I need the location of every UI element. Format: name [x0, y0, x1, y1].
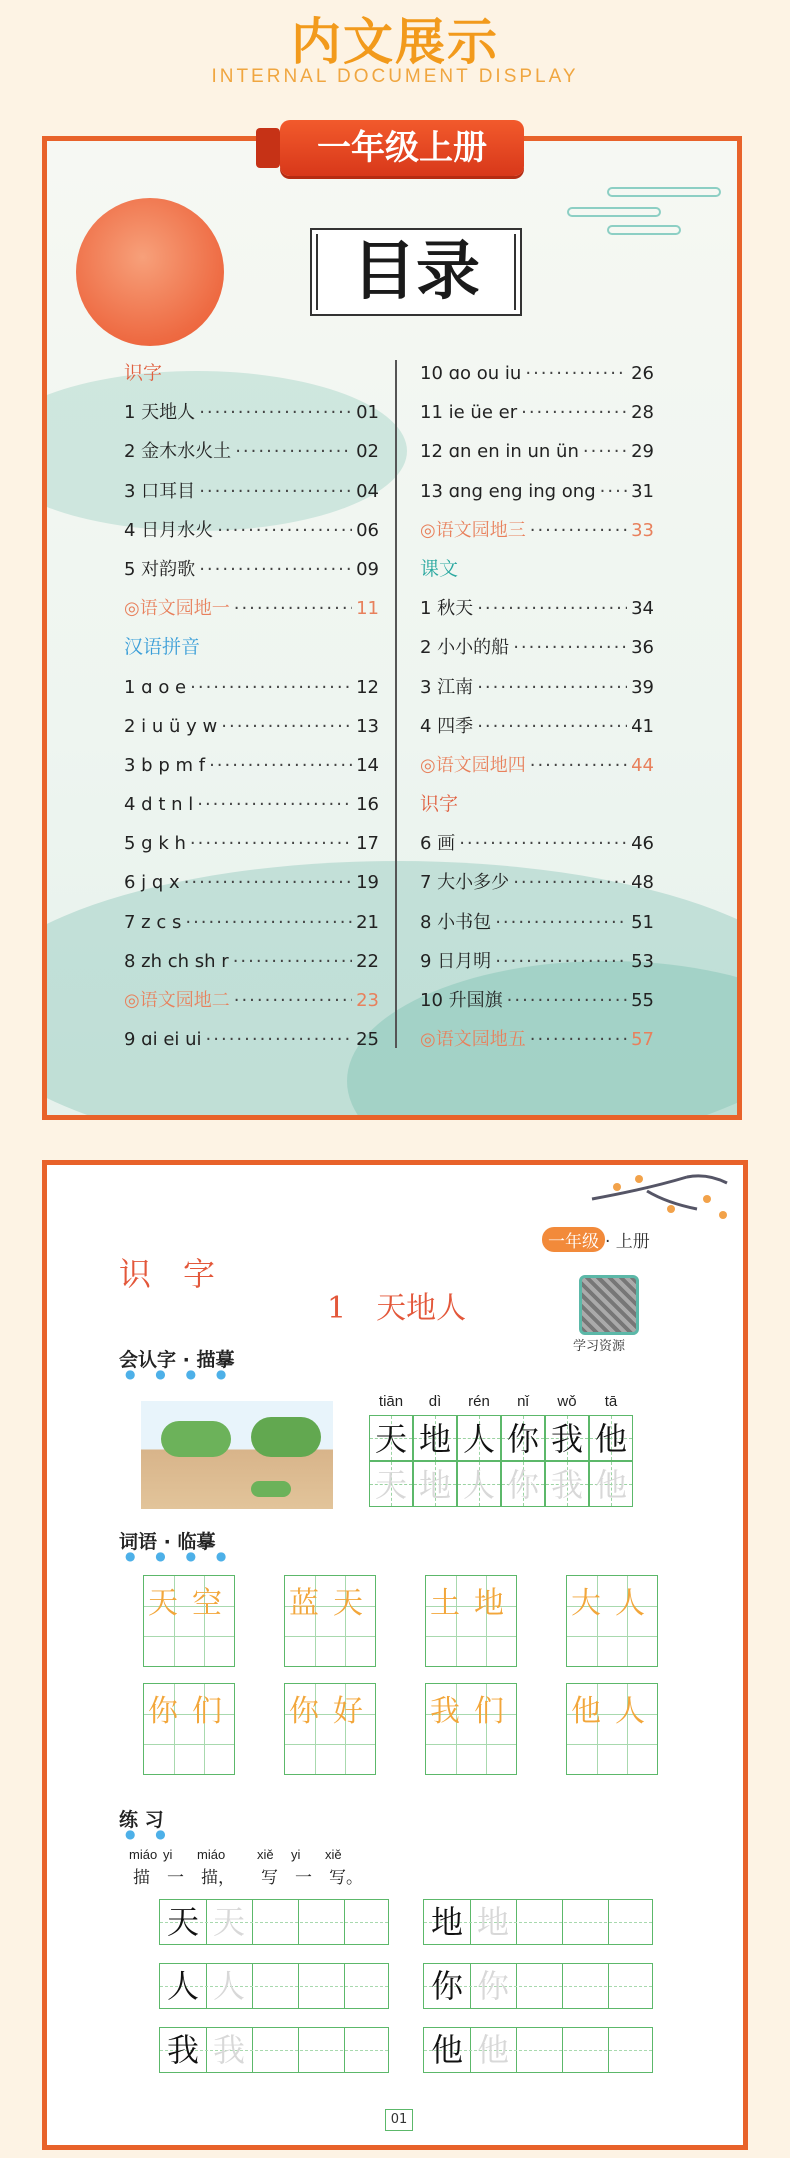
bush-icon: [251, 1481, 291, 1497]
toc-entry-page: 29: [631, 441, 654, 463]
recognize-pinyin: tā: [604, 1393, 618, 1410]
word-practice-text: 大人: [571, 1586, 659, 1621]
toc-entry-page: 06: [356, 519, 379, 541]
recognize-grid: [369, 1393, 639, 1509]
recognize-trace-char: 人: [462, 1466, 495, 1504]
word-practice-box[interactable]: [143, 1683, 235, 1775]
toc-leader-dots: [221, 707, 352, 746]
recognize-pinyin: dì: [428, 1393, 442, 1410]
toc-entry-page: 11: [356, 598, 379, 620]
toc-entry[interactable]: [420, 1020, 654, 1059]
lesson-title: 1 天地人: [327, 1291, 467, 1326]
toc-entry-label: 4 d t n l: [124, 794, 194, 816]
recognize-char-cell: [413, 1415, 457, 1461]
practice-model-char: 地: [430, 1903, 463, 1941]
recognize-char: 地: [418, 1420, 451, 1458]
grid-line: [426, 1636, 516, 1637]
qr-caption: 学习资源: [573, 1339, 626, 1354]
toc-entry[interactable]: [420, 668, 654, 707]
toc-entry[interactable]: [420, 432, 654, 471]
grade-badge: [542, 1227, 650, 1252]
recognize-trace-char: 地: [418, 1466, 451, 1504]
toc-entry-label: 3 b p m f: [124, 754, 206, 776]
recognize-trace-cell[interactable]: [501, 1461, 545, 1507]
toc-leader-dots: [459, 824, 627, 863]
word-practice-text: 土地: [430, 1586, 518, 1621]
grid-line: [426, 1744, 516, 1745]
toc-leader-dots: [209, 746, 352, 785]
toc-leader-dots: [199, 472, 352, 511]
toc-leader-dots: [530, 746, 627, 785]
practice-row[interactable]: [423, 1963, 653, 2009]
words-area: [143, 1575, 703, 1795]
toc-leader-dots: [600, 472, 627, 511]
instruction-char: 描，: [201, 1868, 235, 1888]
recognize-char-cell: [369, 1415, 413, 1461]
word-practice-box[interactable]: [566, 1683, 658, 1775]
unit-label: 识 字: [119, 1255, 216, 1293]
cloud-decoration-3: [607, 225, 681, 235]
practice-row[interactable]: [159, 1899, 389, 1945]
tree-icon: [161, 1421, 231, 1457]
practice-row[interactable]: [159, 2027, 389, 2073]
toc-leader-dots: [530, 1020, 627, 1059]
toc-entry-label: 1 秋天: [420, 598, 474, 620]
toc-entry[interactable]: [420, 863, 654, 902]
toc-entry[interactable]: [124, 981, 379, 1020]
toc-entry[interactable]: [420, 942, 654, 981]
toc-entry-label: ◎语文园地四: [420, 754, 526, 776]
toc-entry-page: 46: [631, 833, 654, 855]
toc-leader-dots: [495, 942, 627, 981]
toc-leader-dots: [199, 393, 352, 432]
toc-leader-dots: [513, 628, 627, 667]
toc-entry[interactable]: [124, 903, 379, 942]
toc-entry[interactable]: [420, 511, 654, 550]
toc-entry-page: 02: [356, 441, 379, 463]
toc-entry[interactable]: [124, 393, 379, 432]
practice-row[interactable]: [423, 2027, 653, 2073]
toc-entry-label: 11 ie üe er: [420, 402, 518, 424]
toc-entry[interactable]: [124, 746, 379, 785]
practice-trace-char: 我: [212, 2031, 245, 2069]
instruction-char: 写。: [329, 1868, 363, 1888]
toc-entry[interactable]: [124, 824, 379, 863]
instruction-char: 写: [261, 1868, 278, 1888]
practice-area: [159, 1899, 709, 2089]
grid-line: [567, 1744, 657, 1745]
toc-section-heading: [124, 628, 379, 667]
instruction-pinyin: miáo: [197, 1847, 226, 1862]
cloud-decoration: [607, 187, 721, 197]
toc-entry-label: 7 大小多少: [420, 872, 510, 894]
toc-entry-label: 6 画: [420, 833, 456, 855]
toc-leader-dots: [197, 785, 352, 824]
toc-section-heading: [124, 354, 379, 393]
toc-entry-page: 48: [631, 872, 654, 894]
toc-entry-page: 25: [356, 1029, 379, 1051]
toc-entry[interactable]: [420, 472, 654, 511]
recognize-trace-cell[interactable]: [413, 1461, 457, 1507]
toc-entry-page: 36: [631, 637, 654, 659]
word-practice-text: 你们: [148, 1694, 236, 1729]
toc-entry-label: 4 四季: [420, 715, 474, 737]
toc-entry-page: 23: [356, 990, 379, 1011]
practice-trace-char: 他: [476, 2031, 509, 2069]
toc-entry-label: 1 天地人: [124, 402, 196, 424]
toc-entry-label: 识字: [420, 793, 459, 816]
toc-entry-label: 10 ɑo ou iu: [420, 363, 522, 384]
toc-leader-dots: [477, 707, 627, 746]
banner-ribbon-left: [256, 128, 280, 168]
recognize-trace-cell[interactable]: [545, 1461, 589, 1507]
qr-code[interactable]: [579, 1275, 639, 1335]
toc-right-column: [420, 354, 654, 1059]
recognize-pinyin: rén: [468, 1393, 490, 1410]
page-number: 01: [385, 2109, 413, 2131]
recognize-trace-char: 他: [594, 1466, 627, 1504]
toc-entry-page: 28: [631, 402, 654, 424]
recognize-char: 你: [506, 1420, 539, 1458]
toc-entry-page: 19: [356, 872, 379, 894]
toc-entry[interactable]: [420, 707, 654, 746]
grid-line: [144, 1636, 234, 1637]
page-header-subtitle: INTERNAL DOCUMENT DISPLAY: [211, 66, 579, 87]
toc-entry-label: 3 口耳目: [124, 480, 196, 502]
word-practice-box[interactable]: [284, 1683, 376, 1775]
practice-section-title: 练 习: [119, 1809, 164, 1831]
toc-entry-page: 16: [356, 794, 379, 816]
toc-entry[interactable]: [420, 628, 654, 667]
toc-entry[interactable]: [420, 589, 654, 628]
instruction-pinyin: yi: [163, 1847, 173, 1862]
recognize-trace-cell[interactable]: [457, 1461, 501, 1507]
toc-leader-dots: [525, 354, 627, 393]
recognize-pinyin: nǐ: [517, 1393, 529, 1410]
word-practice-box[interactable]: [143, 1575, 235, 1667]
toc-entry[interactable]: [420, 746, 654, 785]
practice-model-char: 我: [166, 2031, 199, 2069]
word-practice-text: 我们: [430, 1694, 518, 1729]
toc-entry-page: 31: [631, 480, 654, 502]
recognize-trace-cell[interactable]: [589, 1461, 633, 1507]
practice-trace-char: 人: [212, 1967, 245, 2005]
recognize-char: 天: [374, 1420, 407, 1458]
recognize-char: 我: [550, 1420, 583, 1458]
dot-decoration: ● ●: [125, 1827, 174, 1841]
toc-entry[interactable]: [124, 668, 379, 707]
instruction-char: 描: [133, 1868, 150, 1888]
toc-entry-page: 34: [631, 598, 654, 620]
landscape-illustration: [141, 1401, 333, 1509]
toc-entry-page: 13: [356, 715, 379, 737]
toc-entry-label: 10 升国旗: [420, 990, 503, 1011]
toc-entry-label: 1 ɑ o e: [124, 676, 187, 698]
toc-entry-page: 33: [631, 519, 654, 541]
words-section-title: 词语 · 临摹: [119, 1531, 216, 1553]
toc-entry-label: 9 日月明: [420, 950, 492, 972]
instruction-pinyin: miáo: [129, 1847, 158, 1862]
toc-entry[interactable]: [420, 903, 654, 942]
toc-entry-label: 汉语拼音: [124, 636, 201, 659]
practice-model-char: 天: [166, 1903, 199, 1941]
recognize-char: 人: [462, 1420, 495, 1458]
toc-entry-label: 2 i u ü y w: [124, 715, 218, 737]
sun-decoration: [76, 198, 224, 346]
recognize-trace-char: 我: [550, 1466, 583, 1504]
instruction-pinyin: xiě: [325, 1847, 342, 1862]
practice-trace-char: 地: [476, 1903, 509, 1941]
dot-decoration: ● ● ● ●: [125, 1367, 235, 1381]
toc-leader-dots: [521, 393, 627, 432]
toc-entry[interactable]: [420, 393, 654, 432]
toc-leader-dots: [190, 668, 352, 707]
recognize-char-cell: [501, 1415, 545, 1461]
grid-line: [285, 1636, 375, 1637]
page-header-title: 内文展示: [291, 13, 499, 71]
toc-left-column: [124, 354, 379, 1059]
practice-model-char: 人: [166, 1967, 199, 2005]
toc-entry[interactable]: [124, 472, 379, 511]
toc-entry-page: 51: [631, 911, 654, 933]
toc-column-divider: [395, 360, 397, 1048]
recognize-trace-cell[interactable]: [369, 1461, 413, 1507]
toc-leader-dots: [477, 668, 627, 707]
practice-model-char: 你: [430, 1967, 463, 2005]
toc-leader-dots: [513, 863, 627, 902]
toc-entry[interactable]: [420, 824, 654, 863]
word-practice-box[interactable]: [425, 1683, 517, 1775]
toc-leader-dots: [206, 1020, 353, 1059]
toc-entry[interactable]: [124, 785, 379, 824]
toc-entry-page: 21: [356, 911, 379, 933]
grade-badge-volume: · 上册: [605, 1232, 650, 1252]
toc-entry-page: 41: [631, 715, 654, 737]
toc-entry-label: ◎语文园地三: [420, 519, 526, 541]
toc-entry-page: 09: [356, 558, 379, 580]
grid-line: [285, 1744, 375, 1745]
toc-leader-dots: [234, 589, 352, 628]
recognize-pinyin: wǒ: [557, 1393, 577, 1410]
toc-entry-label: ◎语文园地二: [124, 990, 230, 1011]
recognize-section-title: 会认字 · 描摹: [119, 1349, 235, 1371]
toc-entry-page: 53: [631, 950, 654, 972]
grid-line: [567, 1636, 657, 1637]
toc-entry[interactable]: [420, 354, 654, 393]
toc-leader-dots: [235, 432, 352, 471]
branch-icon: [587, 1169, 737, 1229]
practice-model-char: 他: [430, 2031, 463, 2069]
recognize-pinyin: tiān: [378, 1393, 404, 1410]
toc-leader-dots: [495, 903, 627, 942]
recognize-trace-char: 你: [506, 1466, 539, 1504]
practice-trace-char: 你: [476, 1967, 509, 2005]
toc-section-heading: [420, 550, 654, 589]
toc-leader-dots: [507, 981, 627, 1020]
grade-banner: 一年级上册: [280, 120, 524, 176]
toc-entry-label: ◎语文园地一: [124, 598, 230, 620]
toc-leader-dots: [184, 863, 352, 902]
toc-entry-label: 课文: [420, 557, 459, 580]
toc-leader-dots: [583, 432, 627, 471]
recognize-char-cell: [545, 1415, 589, 1461]
grid-line: [144, 1744, 234, 1745]
toc-leader-dots: [185, 903, 352, 942]
instruction-pinyin: yi: [291, 1847, 301, 1862]
toc-entry-page: 39: [631, 676, 654, 698]
toc-entry-page: 14: [356, 754, 379, 776]
word-practice-text: 蓝天: [289, 1586, 377, 1621]
toc-leader-dots: [217, 511, 352, 550]
instruction-char: 一: [295, 1868, 312, 1888]
practice-row[interactable]: [423, 1899, 653, 1945]
toc-leader-dots: [190, 824, 352, 863]
toc-entry-label: 12 ɑn en in un ün: [420, 441, 579, 463]
cloud-decoration-2: [567, 207, 661, 217]
toc-entry-label: 8 小书包: [420, 911, 492, 933]
toc-entry-label: 5 对韵歌: [124, 558, 196, 580]
toc-entry-label: 识字: [124, 362, 163, 384]
toc-entry-label: ◎语文园地五: [420, 1029, 526, 1051]
tree-icon: [251, 1417, 321, 1457]
toc-entry-page: 55: [631, 990, 654, 1011]
recognize-trace-char: 天: [374, 1466, 407, 1504]
toc-entry[interactable]: [124, 942, 379, 981]
toc-entry[interactable]: [124, 511, 379, 550]
toc-entry-label: 2 小小的船: [420, 637, 510, 659]
dot-decoration: ● ● ● ●: [125, 1549, 235, 1563]
toc-entry[interactable]: [124, 589, 379, 628]
toc-entry-page: 22: [356, 950, 379, 972]
word-practice-box[interactable]: [425, 1575, 517, 1667]
toc-entry-page: 57: [631, 1029, 654, 1051]
word-practice-text: 他人: [571, 1694, 659, 1729]
toc-entry[interactable]: [124, 1020, 379, 1059]
toc-entry-label: 9 ɑi ei ui: [124, 1029, 202, 1051]
instruction-pinyin: xiě: [257, 1847, 274, 1862]
word-practice-box[interactable]: [284, 1575, 376, 1667]
word-practice-box[interactable]: [566, 1575, 658, 1667]
toc-entry-label: 6 j q x: [124, 872, 180, 894]
lesson-card: [42, 1160, 748, 2150]
word-practice-text: 天空: [148, 1586, 236, 1621]
toc-entry-page: 26: [631, 363, 654, 384]
toc-leader-dots: [199, 550, 352, 589]
toc-entry-page: 44: [631, 754, 654, 776]
toc-leader-dots: [234, 981, 352, 1020]
toc-entry[interactable]: [124, 863, 379, 902]
recognize-char-cell: [457, 1415, 501, 1461]
grade-badge-label: 一年级: [542, 1227, 605, 1252]
toc-section-heading: [420, 785, 654, 824]
toc-title: 目录: [310, 228, 522, 316]
toc-entry[interactable]: [124, 432, 379, 471]
toc-entry-label: 13 ɑng eng ing ong: [420, 480, 596, 502]
recognize-char: 他: [594, 1420, 627, 1458]
practice-trace-char: 天: [212, 1903, 245, 1941]
toc-entry-page: 04: [356, 480, 379, 502]
toc-entry-page: 12: [356, 676, 379, 698]
toc-entry-page: 17: [356, 833, 379, 855]
practice-row[interactable]: [159, 1963, 389, 2009]
toc-entry-label: 2 金木水火土: [124, 441, 232, 463]
toc-entry-label: 7 z c s: [124, 911, 182, 933]
toc-leader-dots: [530, 511, 627, 550]
recognize-char-cell: [589, 1415, 633, 1461]
word-practice-text: 你好: [289, 1694, 377, 1729]
toc-entry-label: 3 江南: [420, 676, 474, 698]
toc-entry-label: 4 日月水火: [124, 519, 214, 541]
instruction-char: 一: [167, 1868, 184, 1888]
toc-leader-dots: [233, 942, 352, 981]
toc-leader-dots: [477, 589, 627, 628]
toc-entry-label: 5 g k h: [124, 833, 186, 855]
toc-entry[interactable]: [124, 707, 379, 746]
toc-entry[interactable]: [420, 981, 654, 1020]
toc-entry-page: 01: [356, 402, 379, 424]
toc-entry[interactable]: [124, 550, 379, 589]
toc-entry-label: 8 zh ch sh r: [124, 950, 229, 972]
